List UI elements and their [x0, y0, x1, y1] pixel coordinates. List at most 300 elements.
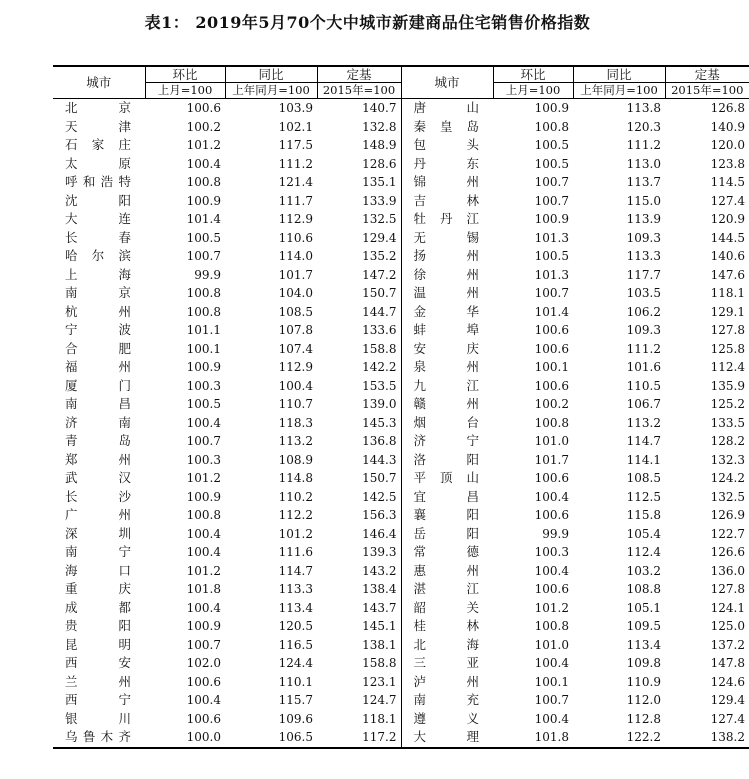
- mom-value: 100.7: [534, 286, 569, 300]
- yoy-value: 113.4: [278, 600, 313, 615]
- yoy-value: 115.0: [626, 193, 661, 208]
- mom-value: 101.2: [186, 138, 221, 152]
- mom-value: 100.7: [534, 193, 569, 208]
- table-row: [53, 395, 749, 414]
- mom-value: 101.0: [534, 434, 569, 448]
- yoy-value: 110.5: [626, 378, 661, 393]
- base-value: 143.7: [362, 600, 397, 615]
- city-name: 海口: [65, 562, 131, 578]
- mom-value: 100.8: [186, 286, 221, 300]
- mom-value: 100.4: [186, 545, 221, 559]
- city-name: 沈阳: [65, 192, 131, 208]
- city-name: 泉州: [401, 358, 493, 377]
- base-value: 124.7: [362, 693, 397, 707]
- base-value: 150.7: [362, 286, 397, 300]
- mom-subheader-left: 上月=100: [145, 83, 225, 99]
- base-value: 120.0: [710, 138, 745, 152]
- mom-value: 100.3: [186, 378, 221, 393]
- table-row: [53, 229, 749, 248]
- mom-value: 100.4: [186, 526, 221, 541]
- base-value: 147.6: [710, 267, 745, 282]
- mom-value: 100.7: [534, 175, 569, 189]
- base-value: 127.8: [710, 582, 745, 596]
- mom-value: 100.5: [186, 397, 221, 411]
- table-row: [53, 303, 749, 322]
- city-name: 泸州: [401, 673, 493, 692]
- city-name: 广州: [65, 507, 131, 522]
- yoy-value: 111.2: [626, 138, 661, 152]
- base-value: 128.6: [362, 156, 397, 171]
- table-row: [53, 710, 749, 729]
- city-name: 郑州: [65, 451, 131, 467]
- base-value: 140.6: [710, 249, 745, 263]
- yoy-subheader-right: 上年同月=100: [573, 83, 665, 99]
- mom-value: 100.5: [534, 156, 569, 171]
- yoy-value: 106.2: [626, 304, 661, 319]
- base-value: 140.7: [362, 101, 397, 115]
- yoy-value: 110.2: [278, 489, 313, 504]
- yoy-value: 104.0: [278, 286, 313, 300]
- base-value: 127.8: [710, 323, 745, 337]
- table-row: [53, 118, 749, 137]
- base-value: 144.7: [362, 304, 397, 319]
- city-name: 南昌: [65, 396, 131, 411]
- mom-value: 100.4: [186, 600, 221, 615]
- table-row: [53, 451, 749, 470]
- base-value: 158.8: [362, 656, 397, 670]
- mom-value: 100.7: [534, 693, 569, 707]
- base-value: 148.9: [362, 138, 397, 152]
- mom-value: 102.0: [186, 656, 221, 670]
- yoy-value: 113.3: [278, 582, 313, 596]
- base-value: 118.1: [710, 286, 745, 300]
- base-value: 129.1: [710, 304, 745, 319]
- yoy-value: 124.4: [278, 656, 313, 670]
- city-name: 包头: [401, 136, 493, 155]
- yoy-value: 122.2: [573, 728, 665, 748]
- base-value: 137.2: [710, 637, 745, 652]
- mom-value: 101.1: [186, 323, 221, 337]
- city-name: 金华: [401, 303, 493, 322]
- mom-value: 100.4: [534, 489, 569, 504]
- yoy-value: 112.9: [278, 212, 313, 226]
- base-value: 138.2: [665, 728, 749, 748]
- base-value: 125.2: [710, 397, 745, 411]
- city-name: 济宁: [401, 432, 493, 451]
- city-name: 秦皇岛: [401, 118, 493, 137]
- city-name: 常德: [401, 543, 493, 562]
- yoy-value: 114.7: [278, 563, 313, 578]
- city-name: 成都: [65, 599, 131, 615]
- yoy-value: 106.7: [626, 397, 661, 411]
- mom-value: 101.2: [186, 471, 221, 485]
- base-value: 114.5: [710, 175, 745, 189]
- yoy-value: 118.3: [278, 415, 313, 430]
- yoy-value: 110.1: [278, 674, 313, 689]
- mom-value: 101.4: [534, 304, 569, 319]
- base-value: 126.8: [710, 101, 745, 115]
- base-value: 136.0: [710, 563, 745, 578]
- yoy-value: 108.9: [278, 452, 313, 467]
- table-row: [53, 321, 749, 340]
- city-name: 西宁: [65, 692, 131, 707]
- base-value: 122.7: [710, 526, 745, 541]
- table-row: [53, 617, 749, 636]
- table-row: [53, 525, 749, 544]
- yoy-value: 102.1: [278, 119, 313, 134]
- base-value: 136.8: [362, 434, 397, 448]
- mom-header-right: 环比: [493, 66, 573, 83]
- yoy-value: 107.4: [278, 341, 313, 356]
- city-name: 唐山: [401, 99, 493, 118]
- base-value: 146.4: [362, 526, 397, 541]
- yoy-header-right: 同比: [573, 66, 665, 83]
- city-name: 重庆: [65, 581, 131, 596]
- base-value: 145.1: [362, 619, 397, 633]
- mom-value: 100.6: [534, 471, 569, 485]
- yoy-value: 120.5: [278, 619, 313, 633]
- mom-value: 101.2: [186, 563, 221, 578]
- mom-value: 100.6: [534, 323, 569, 337]
- yoy-value: 108.8: [626, 582, 661, 596]
- mom-value: 100.7: [186, 637, 221, 652]
- mom-value: 100.0: [145, 728, 225, 748]
- base-value: 132.5: [710, 489, 745, 504]
- base-value: 127.4: [710, 193, 745, 208]
- yoy-value: 115.7: [278, 693, 313, 707]
- yoy-value: 101.7: [278, 267, 313, 282]
- table-row: [53, 599, 749, 618]
- yoy-value: 113.7: [626, 175, 661, 189]
- mom-value: 100.7: [186, 434, 221, 448]
- base-value: 120.9: [710, 212, 745, 226]
- city-name: 宁波: [65, 322, 131, 337]
- yoy-value: 109.3: [626, 323, 661, 337]
- city-name: 洛阳: [401, 451, 493, 470]
- table-title: 表1： 2019年5月70个大中城市新建商品住宅销售价格指数: [144, 13, 591, 32]
- city-name: 温州: [401, 284, 493, 303]
- table-row: [53, 358, 749, 377]
- table-row: [53, 173, 749, 192]
- table-row: [53, 654, 749, 673]
- mom-value: 101.3: [534, 267, 569, 282]
- yoy-value: 100.4: [278, 378, 313, 393]
- table-row: [53, 728, 749, 748]
- yoy-value: 117.5: [278, 138, 313, 152]
- city-name: 南宁: [65, 544, 131, 559]
- table-row: [53, 266, 749, 285]
- base-value: 139.0: [362, 397, 397, 411]
- yoy-value: 103.9: [278, 101, 313, 115]
- city-name: 杭州: [65, 303, 131, 319]
- base-value: 132.5: [362, 212, 397, 226]
- city-header-left: 城市: [53, 66, 145, 99]
- price-index-table: [53, 65, 749, 749]
- city-name: 厦门: [65, 377, 131, 393]
- yoy-value: 105.1: [626, 600, 661, 615]
- yoy-value: 116.5: [278, 637, 313, 652]
- table-row: [53, 673, 749, 692]
- base-value: 132.8: [362, 119, 397, 134]
- base-value: 124.6: [710, 674, 745, 689]
- base-value: 142.2: [362, 360, 397, 374]
- yoy-value: 113.9: [626, 212, 661, 226]
- table-row: [53, 99, 749, 118]
- mom-value: 100.3: [534, 545, 569, 559]
- city-name: 哈尔滨: [65, 248, 131, 263]
- base-value: 125.0: [710, 619, 745, 633]
- table-row: [53, 136, 749, 155]
- yoy-value: 114.7: [626, 434, 661, 448]
- city-name: 呼和浩特: [65, 174, 131, 189]
- base-value: 156.3: [362, 508, 397, 522]
- yoy-value: 112.2: [278, 508, 313, 522]
- yoy-value: 117.7: [626, 267, 661, 282]
- base-subheader-left: 2015年=100: [317, 83, 401, 99]
- city-name: 襄阳: [401, 506, 493, 525]
- city-name: 合肥: [65, 340, 131, 356]
- city-name: 大理: [401, 728, 493, 748]
- mom-value: 100.8: [186, 304, 221, 319]
- city-name: 牡丹江: [401, 210, 493, 229]
- yoy-value: 111.2: [626, 341, 661, 356]
- yoy-value: 113.3: [626, 249, 661, 263]
- mom-value: 100.6: [186, 674, 221, 689]
- base-subheader-right: 2015年=100: [665, 83, 749, 99]
- table-row: [53, 210, 749, 229]
- table-row: [53, 284, 749, 303]
- mom-value: 101.8: [186, 582, 221, 596]
- base-value: 140.9: [710, 119, 745, 134]
- base-value: 153.5: [362, 378, 397, 393]
- city-name: 赣州: [401, 395, 493, 414]
- yoy-value: 113.4: [626, 637, 661, 652]
- city-name: 吉林: [401, 192, 493, 211]
- city-name: 九江: [401, 377, 493, 396]
- city-name: 安庆: [401, 340, 493, 359]
- mom-value: 100.9: [186, 360, 221, 374]
- base-value: 129.4: [710, 693, 745, 707]
- mom-value: 99.9: [542, 526, 569, 541]
- mom-value: 100.4: [186, 156, 221, 171]
- city-name: 丹东: [401, 155, 493, 174]
- mom-value: 100.9: [534, 101, 569, 115]
- city-name: 遵义: [401, 710, 493, 729]
- yoy-value: 109.6: [278, 711, 313, 726]
- city-name: 南京: [65, 285, 131, 300]
- yoy-value: 110.6: [278, 230, 313, 245]
- mom-value: 100.8: [534, 119, 569, 134]
- mom-value: 100.4: [534, 711, 569, 726]
- table-row: [53, 488, 749, 507]
- city-name: 惠州: [401, 562, 493, 581]
- base-value: 124.1: [710, 600, 745, 615]
- city-name: 长沙: [65, 488, 131, 504]
- city-name: 三亚: [401, 654, 493, 673]
- city-name: 北京: [65, 100, 131, 115]
- city-name: 天津: [65, 118, 131, 134]
- yoy-value: 120.3: [626, 119, 661, 134]
- base-value: 150.7: [362, 471, 397, 485]
- city-name: 烟台: [401, 414, 493, 433]
- yoy-value: 111.2: [278, 156, 313, 171]
- base-value: 133.9: [362, 193, 397, 208]
- city-name: 长春: [65, 229, 131, 245]
- city-name: 昆明: [65, 636, 131, 652]
- base-value: 132.3: [710, 452, 745, 467]
- yoy-value: 112.8: [626, 711, 661, 726]
- table-row: [53, 469, 749, 488]
- city-name: 扬州: [401, 247, 493, 266]
- table-row: [53, 506, 749, 525]
- mom-value: 100.9: [534, 212, 569, 226]
- city-name: 上海: [65, 266, 131, 282]
- city-name: 大连: [65, 211, 131, 226]
- base-value: 145.3: [362, 415, 397, 430]
- city-name: 徐州: [401, 266, 493, 285]
- yoy-value: 114.0: [278, 249, 313, 263]
- city-name: 桂林: [401, 617, 493, 636]
- city-name: 贵阳: [65, 618, 131, 633]
- city-name: 平顶山: [401, 469, 493, 488]
- yoy-value: 108.5: [278, 304, 313, 319]
- base-value: 139.3: [362, 545, 397, 559]
- base-value: 135.1: [362, 175, 397, 189]
- yoy-value: 113.8: [626, 101, 661, 115]
- table-row: [53, 432, 749, 451]
- mom-value: 100.8: [186, 508, 221, 522]
- city-name: 石家庄: [65, 137, 131, 152]
- yoy-value: 109.3: [626, 230, 661, 245]
- mom-value: 100.8: [534, 415, 569, 430]
- mom-value: 101.3: [534, 230, 569, 245]
- base-value: 135.9: [710, 378, 745, 393]
- mom-value: 100.2: [186, 119, 221, 134]
- base-value: 123.1: [362, 674, 397, 689]
- mom-value: 100.9: [186, 619, 221, 633]
- mom-value: 100.6: [186, 711, 221, 726]
- yoy-value: 103.2: [626, 563, 661, 578]
- mom-value: 101.0: [534, 637, 569, 652]
- base-value: 123.8: [710, 156, 745, 171]
- city-name: 乌鲁木齐: [53, 728, 145, 748]
- yoy-value: 113.0: [626, 156, 661, 171]
- base-value: 133.5: [710, 415, 745, 430]
- base-value: 127.4: [710, 711, 745, 726]
- mom-value: 100.9: [186, 489, 221, 504]
- mom-value: 101.8: [493, 728, 573, 748]
- yoy-value: 109.5: [626, 619, 661, 633]
- table-body: [53, 99, 749, 748]
- base-value: 158.8: [362, 341, 397, 356]
- table-row: [53, 155, 749, 174]
- base-value: 144.5: [710, 230, 745, 245]
- base-value: 133.6: [362, 323, 397, 337]
- yoy-value: 107.8: [278, 323, 313, 337]
- yoy-value: 108.5: [626, 471, 661, 485]
- base-value: 124.2: [710, 471, 745, 485]
- mom-value: 100.9: [186, 193, 221, 208]
- yoy-value: 101.2: [278, 526, 313, 541]
- mom-subheader-right: 上月=100: [493, 83, 573, 99]
- table-row: [53, 414, 749, 433]
- yoy-value: 112.4: [626, 545, 661, 559]
- mom-value: 100.5: [186, 230, 221, 245]
- yoy-value: 110.7: [278, 397, 313, 411]
- yoy-subheader-left: 上年同月=100: [225, 83, 317, 99]
- city-name: 银川: [65, 710, 131, 726]
- mom-header-left: 环比: [145, 66, 225, 83]
- city-name: 武汉: [65, 470, 131, 485]
- yoy-value: 114.8: [278, 471, 313, 485]
- yoy-value: 105.4: [626, 526, 661, 541]
- city-name: 西安: [65, 655, 131, 670]
- city-name: 锦州: [401, 173, 493, 192]
- mom-value: 100.4: [186, 693, 221, 707]
- yoy-value: 110.9: [626, 674, 661, 689]
- mom-value: 100.4: [186, 415, 221, 430]
- base-value: 143.2: [362, 563, 397, 578]
- mom-value: 100.6: [534, 341, 569, 356]
- base-value: 112.4: [710, 360, 745, 374]
- table-row: [53, 580, 749, 599]
- mom-value: 100.7: [186, 249, 221, 263]
- base-value: 129.4: [362, 230, 397, 245]
- yoy-value: 106.5: [225, 728, 317, 748]
- base-value: 147.2: [362, 267, 397, 282]
- yoy-value: 112.0: [626, 693, 661, 707]
- base-header-left: 定基: [317, 66, 401, 83]
- table-row: [53, 691, 749, 710]
- city-name: 兰州: [65, 673, 131, 689]
- city-name: 韶关: [401, 599, 493, 618]
- base-value: 128.2: [710, 434, 745, 448]
- city-name: 湛江: [401, 580, 493, 599]
- table-row: [53, 636, 749, 655]
- mom-value: 100.5: [534, 249, 569, 263]
- mom-value: 100.4: [534, 563, 569, 578]
- city-name: 福州: [65, 359, 131, 374]
- mom-value: 100.5: [534, 138, 569, 152]
- yoy-value: 115.8: [626, 508, 661, 522]
- base-value: 117.2: [317, 728, 401, 748]
- mom-value: 100.8: [534, 619, 569, 633]
- city-name: 太原: [65, 155, 131, 171]
- yoy-value: 121.4: [278, 175, 313, 189]
- yoy-value: 113.2: [626, 415, 661, 430]
- yoy-value: 113.2: [278, 434, 313, 448]
- yoy-value: 103.5: [626, 286, 661, 300]
- mom-value: 100.6: [534, 582, 569, 596]
- mom-value: 100.2: [534, 397, 569, 411]
- table-row: [53, 377, 749, 396]
- mom-value: 100.1: [534, 360, 569, 374]
- yoy-value: 111.6: [278, 545, 313, 559]
- mom-value: 100.6: [186, 101, 221, 115]
- city-name: 宜昌: [401, 488, 493, 507]
- yoy-value: 114.1: [626, 452, 661, 467]
- yoy-value: 112.5: [626, 489, 661, 504]
- city-name: 青岛: [65, 433, 131, 448]
- city-name: 深圳: [65, 525, 131, 541]
- base-header-right: 定基: [665, 66, 749, 83]
- city-name: 南充: [401, 691, 493, 710]
- yoy-value: 111.7: [278, 193, 313, 208]
- mom-value: 101.4: [186, 212, 221, 226]
- mom-value: 100.1: [186, 341, 221, 356]
- base-value: 126.9: [710, 508, 745, 522]
- yoy-value: 112.9: [278, 360, 313, 374]
